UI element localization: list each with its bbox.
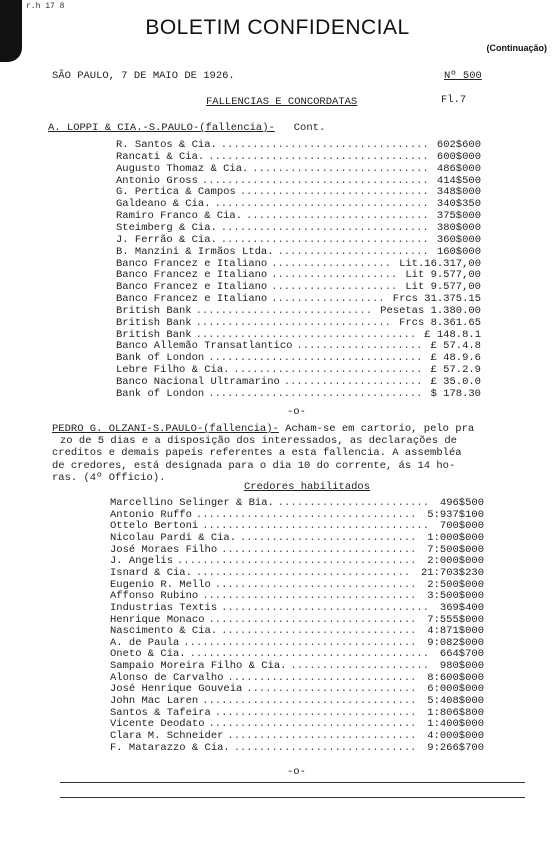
creditor-name: F. Matarazzo & Cia. bbox=[110, 741, 230, 754]
creditor-amount: 9:266$700 bbox=[427, 741, 484, 754]
creditor-row bbox=[0, 329, 555, 341]
leader-dots: .................. bbox=[271, 293, 385, 306]
creditor-name: Banco Francez e Italiano bbox=[116, 269, 268, 282]
creditor-name: Banco Allemão Transatlantico bbox=[116, 340, 293, 353]
leader-dots: ................................... bbox=[208, 150, 429, 163]
leader-dots: .............................. bbox=[227, 730, 417, 742]
creditor-row bbox=[0, 186, 555, 198]
creditor-name: Alonso de Carvalho bbox=[110, 671, 224, 684]
case2-text-3: creditos e demais papeis referentes a esta fallencia. A assembléa bbox=[52, 447, 462, 460]
case2-heading: PEDRO G. OLZANI-S.PAULO-(fallencia)- bbox=[52, 423, 279, 435]
case1-heading bbox=[48, 122, 325, 134]
leader-dots: ................................. bbox=[221, 601, 430, 614]
creditor-name: Augusto Thomaz & Cia. bbox=[116, 162, 249, 175]
creditor-row bbox=[0, 520, 555, 532]
leader-dots: ............................. bbox=[246, 210, 429, 223]
leader-dots: .................................... bbox=[201, 174, 429, 187]
creditor-row bbox=[0, 718, 555, 730]
creditor-name: Lebre Filho & Cia. bbox=[116, 364, 230, 377]
creditor-name: Oneto & Cia. bbox=[110, 648, 186, 661]
creditor-amount: 2:500$000 bbox=[427, 578, 484, 591]
creditor-amount: 600$000 bbox=[436, 150, 481, 163]
creditor-row bbox=[0, 497, 555, 509]
creditor-amount: 664$700 bbox=[439, 648, 484, 661]
case2-paragraph bbox=[52, 423, 527, 484]
creditor-amount: £ 48.9.6 bbox=[430, 352, 481, 365]
leader-dots: ................................. bbox=[220, 221, 429, 234]
creditor-name: Bank of London bbox=[116, 352, 205, 365]
leader-dots: ................................ bbox=[214, 578, 417, 591]
creditor-amount: 380$000 bbox=[436, 221, 481, 234]
creditor-row bbox=[0, 175, 555, 187]
creditor-name: Banco Nacional Ultramarino bbox=[116, 376, 280, 388]
creditor-row bbox=[0, 198, 555, 210]
creditor-name: Ramiro Franco & Cia. bbox=[116, 210, 243, 223]
creditor-name: Antonio Ruffo bbox=[110, 508, 192, 521]
creditor-name: B. Manzini & Irmãos Ltda. bbox=[116, 245, 274, 258]
creditor-amount: 1:806$800 bbox=[427, 706, 484, 719]
creditor-row bbox=[0, 555, 555, 567]
creditor-name: J. Ferrão & Cia. bbox=[116, 233, 217, 246]
creditor-name: Rancati & Cia. bbox=[116, 150, 205, 163]
leader-dots: ........................... bbox=[246, 683, 417, 696]
creditor-row bbox=[0, 532, 555, 544]
creditor-amount: 7:555$000 bbox=[427, 613, 484, 626]
creditor-row bbox=[0, 281, 555, 293]
creditor-name: Antonio Gross bbox=[116, 174, 198, 187]
leader-dots: .................................. bbox=[195, 566, 411, 579]
creditor-amount: 602$600 bbox=[436, 139, 481, 151]
creditor-row bbox=[0, 222, 555, 234]
folio: Fl.7 bbox=[441, 94, 467, 106]
creditor-name: Nicolau Pardi & Cia. bbox=[110, 531, 237, 544]
leader-dots: ...................... bbox=[290, 660, 430, 673]
leader-dots: .................... bbox=[296, 340, 423, 353]
leader-dots: ........................ bbox=[277, 497, 430, 509]
creditor-row bbox=[0, 352, 555, 364]
creditor-amount: 496$500 bbox=[439, 497, 484, 509]
creditor-name: Affonso Rubino bbox=[110, 590, 199, 603]
leader-dots: ................................. bbox=[220, 139, 429, 151]
creditor-amount: Frcs 31.375.15 bbox=[392, 293, 481, 306]
creditor-amount: 2:000$000 bbox=[427, 555, 484, 568]
case2-text-4: de credores, está designada para o dia 10 do corrente, ás 14 ho- bbox=[52, 459, 456, 472]
case2-text-1: Acham-se em cartorio, pelo pra bbox=[278, 423, 475, 435]
creditor-name: Bank of London bbox=[116, 387, 205, 400]
creditor-name: José Henrique Gouveia bbox=[110, 683, 243, 696]
creditor-name: Nascimento & Cia. bbox=[110, 625, 218, 638]
divider-line-1 bbox=[60, 782, 525, 783]
creditor-amount: £ 148.8.1 bbox=[424, 328, 481, 341]
creditor-name: J. Angelis bbox=[110, 555, 174, 568]
creditor-row bbox=[0, 625, 555, 637]
leader-dots: ............................... bbox=[195, 316, 391, 329]
creditor-row bbox=[0, 567, 555, 579]
creditor-name: British Bank bbox=[116, 316, 192, 329]
creditor-amount: 4:000$000 bbox=[427, 730, 484, 742]
creditor-row bbox=[0, 258, 555, 270]
creditor-amount: 7:500$000 bbox=[427, 543, 484, 556]
creditor-name: Sampaio Moreira Filho & Cia. bbox=[110, 660, 287, 673]
creditor-row bbox=[0, 579, 555, 591]
issue-number bbox=[444, 70, 482, 82]
leader-dots: ................................ bbox=[214, 706, 417, 719]
creditor-amount: £ 57.2.9 bbox=[430, 364, 481, 377]
leader-dots: ...................................... bbox=[177, 555, 417, 568]
creditor-amount: 3:500$000 bbox=[427, 590, 484, 603]
leader-dots: .................................. bbox=[208, 352, 423, 365]
creditor-name: Banco Francez e Italiano bbox=[116, 293, 268, 306]
creditor-name: Steimberg & Cia. bbox=[116, 221, 217, 234]
creditor-amount: £ 35.0.0 bbox=[430, 376, 481, 388]
creditor-amount: 414$500 bbox=[436, 174, 481, 187]
creditor-row bbox=[0, 269, 555, 281]
creditor-row bbox=[0, 234, 555, 246]
date-line: SÃO PAULO, 7 DE MAIO DE 1926. bbox=[52, 70, 235, 82]
creditor-amount: 1:400$000 bbox=[427, 718, 484, 731]
issue-number-text: Nº 500 bbox=[444, 70, 482, 82]
leader-dots: ............................ bbox=[195, 304, 373, 317]
leader-dots: .............................. bbox=[233, 364, 423, 377]
creditor-row bbox=[0, 376, 555, 388]
creditor-name: Eugenio R. Mello bbox=[110, 578, 211, 591]
creditor-name: Marcellino Selinger & Bia. bbox=[110, 497, 274, 509]
creditor-row bbox=[0, 246, 555, 258]
creditor-amount: 486$000 bbox=[436, 162, 481, 175]
creditor-amount: Lit 9.577,00 bbox=[405, 281, 481, 294]
creditor-name: John Mac Laren bbox=[110, 695, 199, 708]
creditor-amount: 5:937$100 bbox=[427, 508, 484, 521]
leader-dots: ...................................... bbox=[189, 648, 430, 661]
creditor-row bbox=[0, 151, 555, 163]
creditor-amount: 8:600$000 bbox=[427, 671, 484, 684]
leader-dots: ............................... bbox=[221, 625, 417, 638]
page-title: BOLETIM CONFIDENCIAL bbox=[145, 16, 410, 39]
creditor-row bbox=[0, 695, 555, 707]
creditor-row bbox=[0, 660, 555, 672]
creditor-name: Banco Francez e Italiano bbox=[116, 281, 268, 294]
leader-dots: .................................. bbox=[202, 695, 417, 708]
divider-line-2 bbox=[60, 797, 525, 798]
case1-cont: Cont. bbox=[293, 122, 326, 134]
creditor-name: Santos & Tafeira bbox=[110, 706, 211, 719]
leader-dots: .................................... bbox=[202, 520, 430, 533]
separator-1: -o- bbox=[287, 406, 306, 418]
leader-dots: .................... bbox=[271, 281, 398, 294]
creditor-amount: 700$000 bbox=[439, 520, 484, 533]
creditor-amount: 9:082$000 bbox=[427, 636, 484, 649]
creditor-row bbox=[0, 163, 555, 175]
creditor-amount: 360$000 bbox=[436, 233, 481, 246]
creditor-row bbox=[0, 672, 555, 684]
creditor-row bbox=[0, 293, 555, 305]
creditor-amount: 21:703$230 bbox=[420, 566, 484, 579]
creditor-name: Henrique Monaco bbox=[110, 613, 205, 626]
creditor-amount: £ 57.4.8 bbox=[430, 340, 481, 353]
case1-heading-text: A. LOPPI & CIA.-S.PAULO-(fallencia)- bbox=[48, 122, 275, 134]
creditor-name: Isnard & Cia. bbox=[110, 566, 192, 579]
creditor-row bbox=[0, 730, 555, 742]
leader-dots: ................... bbox=[271, 257, 391, 270]
leader-dots: ................................. bbox=[208, 613, 417, 626]
creditor-row bbox=[0, 637, 555, 649]
leader-dots: .................................. bbox=[208, 387, 423, 400]
leader-dots: ........................ bbox=[277, 245, 429, 258]
creditor-name: Galdeano & Cia. bbox=[116, 198, 211, 211]
creditor-row bbox=[0, 139, 555, 151]
creditor-name: Clara M. Schneider bbox=[110, 730, 224, 742]
creditor-name: G. Pertica & Campos bbox=[116, 186, 236, 199]
leader-dots: .................... bbox=[271, 269, 398, 282]
continuation-label: (Continuação) bbox=[486, 43, 547, 53]
creditor-amount: 980$000 bbox=[439, 660, 484, 673]
creditor-amount: 375$000 bbox=[436, 210, 481, 223]
separator-2: -o- bbox=[287, 766, 306, 778]
creditor-row bbox=[0, 614, 555, 626]
case2-text-2: zo de 5 dias e a disposição dos interessados, as declarações de bbox=[60, 435, 457, 448]
creditor-amount: 5:408$000 bbox=[427, 695, 484, 708]
leader-dots: ................................... bbox=[195, 508, 417, 521]
creditor-row bbox=[0, 210, 555, 222]
creditor-row bbox=[0, 590, 555, 602]
leader-dots: .................................. bbox=[214, 198, 429, 211]
creditor-row bbox=[0, 544, 555, 556]
creditor-amount: Pesetas 1.380.00 bbox=[380, 304, 481, 317]
leader-dots: ................................. bbox=[208, 718, 417, 731]
case2-text-5: ras. (4º Officio). bbox=[52, 471, 166, 484]
creditor-name: British Bank bbox=[116, 328, 192, 341]
creditor-name: Industrias Textis bbox=[110, 601, 218, 614]
leader-dots: ..................................... bbox=[183, 636, 417, 649]
leader-dots: ................................. bbox=[220, 233, 429, 246]
creditor-amount: 369$400 bbox=[439, 601, 484, 614]
leader-dots: ............................... bbox=[221, 543, 417, 556]
creditor-amount: 348$000 bbox=[436, 186, 481, 199]
creditor-name: José Moraes Filho bbox=[110, 543, 218, 556]
creditor-row bbox=[0, 707, 555, 719]
creditor-amount: Lit 9.577,00 bbox=[405, 269, 481, 282]
creditor-amount: 6:000$000 bbox=[427, 683, 484, 696]
creditor-row bbox=[0, 683, 555, 695]
creditor-row bbox=[0, 305, 555, 317]
creditor-name: R. Santos & Cia. bbox=[116, 139, 217, 151]
creditor-name: Vicente Deodato bbox=[110, 718, 205, 731]
creditor-amount: Lit.16.317,00 bbox=[399, 257, 481, 270]
top-note: r.h 17 8 bbox=[26, 2, 65, 11]
creditor-row bbox=[0, 602, 555, 614]
creditor-row bbox=[0, 340, 555, 352]
creditor-amount: 4:871$000 bbox=[427, 625, 484, 638]
creditor-amount: $ 178.30 bbox=[430, 387, 481, 400]
creditor-amount: Frcs 8.361.65 bbox=[399, 316, 481, 329]
leader-dots: ...................... bbox=[283, 376, 423, 388]
creditor-row bbox=[0, 317, 555, 329]
creditor-row bbox=[0, 742, 555, 754]
leader-dots: .............................. bbox=[227, 671, 417, 684]
creditor-row bbox=[0, 648, 555, 660]
creditor-row bbox=[0, 509, 555, 521]
creditor-row bbox=[0, 388, 555, 400]
creditor-name: Banco Francez e Italiano bbox=[116, 257, 268, 270]
creditors-header: Credores habilitados bbox=[244, 481, 371, 493]
creditor-name: Ottelo Bertoni bbox=[110, 520, 199, 533]
creditor-row bbox=[0, 364, 555, 376]
creditor-name: British Bank bbox=[116, 304, 192, 317]
creditor-amount: 1:000$000 bbox=[427, 531, 484, 544]
leader-dots: ............................. bbox=[233, 741, 417, 754]
leader-dots: .............................. bbox=[239, 186, 429, 199]
creditor-amount: 160$000 bbox=[436, 245, 481, 258]
creditor-amount: 340$350 bbox=[436, 198, 481, 211]
creditor-name: A. de Paula bbox=[110, 636, 180, 649]
leader-dots: ................................... bbox=[195, 328, 417, 341]
leader-dots: ............................ bbox=[252, 162, 429, 175]
section-title: FALLENCIAS E CONCORDATAS bbox=[206, 96, 358, 108]
leader-dots: ............................ bbox=[240, 531, 417, 544]
leader-dots: .................................. bbox=[202, 590, 417, 603]
